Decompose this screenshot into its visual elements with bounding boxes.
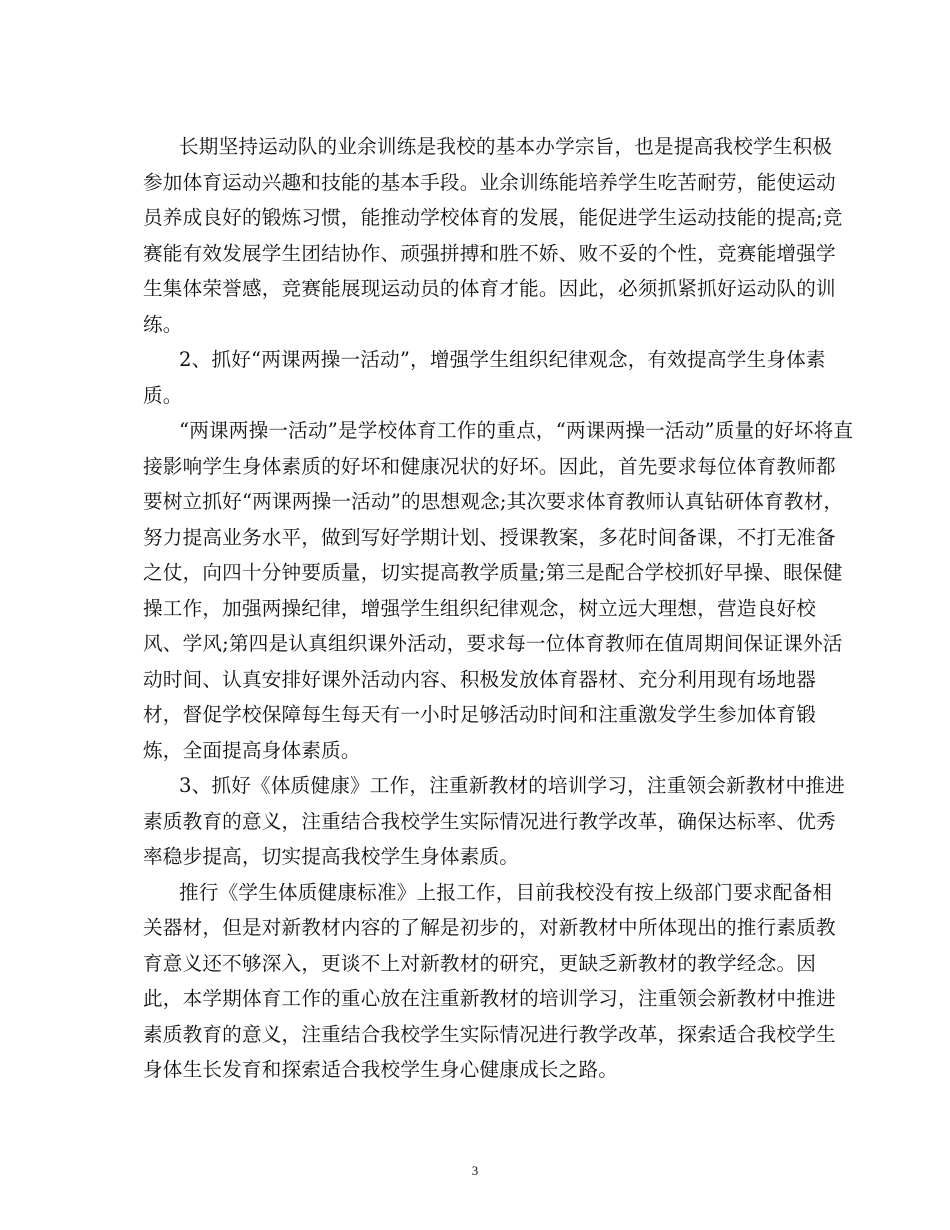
text-line: 2、抓好“两课两操一活动”，增强学生组织纪律观念，有效提高学生身体素: [179, 348, 826, 371]
text-line: 育意义还不够深入，更谈不上对新教材的研究，更缺乏新教材的教学经念。因: [143, 951, 816, 975]
text-line: 长期坚持运动队的业余训练是我校的基本办学宗旨，也是提高我校学生积极: [179, 135, 833, 158]
body-text: [143, 129, 854, 1088]
text-line: 生集体荣誉感，竞赛能展现运动员的体育才能。因此，必须抓紧抓好运动队的训: [143, 277, 836, 300]
text-line: 参加体育运动兴趣和技能的基本手段。业余训练能培养学生吃苦耐劳，能使运动: [143, 170, 836, 194]
text-line: 质。: [143, 383, 183, 407]
text-line: 炼，全面提高身体素质。: [143, 738, 361, 762]
text-line: “两课两操一活动”是学校体育工作的重点，“两课两操一活动”质量的好坏将直: [179, 419, 854, 442]
text-line: 努力提高业务水平，做到写好学期计划、授课教案，多花时间备课，不打无准备: [143, 525, 836, 549]
page-number: 3: [471, 1163, 479, 1178]
text-line: 素质教育的意义，注重结合我校学生实际情况进行教学改革，确保达标率、优秀: [143, 809, 836, 833]
text-line: 3、抓好《体质健康》工作，注重新教材的培训学习，注重领会新教材中推进: [179, 774, 845, 797]
text-line: 接影响学生身体素质的好坏和健康况状的好坏。因此，首先要求每位体育教师都: [143, 454, 836, 478]
text-line: 材，督促学校保障每生每天有一小时足够活动时间和注重激发学生参加体育锻: [143, 703, 816, 726]
text-line: 赛能有效发展学生团结协作、顽强拼搏和胜不娇、败不妥的个性，竞赛能增强学: [143, 241, 836, 265]
text-line: 此，本学期体育工作的重心放在注重新教材的培训学习，注重领会新教材中推进: [143, 987, 836, 1010]
text-line: 身体生长发育和探索适合我校学生身心健康成长之路。: [143, 1058, 619, 1081]
text-line: 操工作，加强两操纪律，增强学生组织纪律观念，树立远大理想，营造良好校: [143, 596, 816, 620]
text-line: 员养成良好的锻炼习惯，能推动学校体育的发展，能促进学生运动技能的提高;竞: [143, 206, 843, 229]
text-line: 素质教育的意义，注重结合我校学生实际情况进行教学改革，探索适合我校学生: [143, 1022, 836, 1046]
text-line: 练。: [143, 312, 183, 336]
text-line: 要树立抓好“两课两操一活动”的思想观念;其次要求体育教师认真钻研体育教材，: [143, 490, 844, 513]
text-line: 关器材，但是对新教材内容的了解是初步的，对新教材中所体现出的推行素质教: [143, 916, 836, 939]
text-line: 推行《学生体质健康标准》上报工作，目前我校没有按上级部门要求配备相: [179, 880, 833, 904]
text-line: 动时间、认真安排好课外活动内容、积极发放体育器材、充分利用现有场地器: [143, 667, 816, 691]
text-line: 之仗，向四十分钟要质量，切实提高教学质量;第三是配合学校抓好早操、眼保健: [143, 561, 843, 584]
text-line: 风、学风;第四是认真组织课外活动，要求每一位体育教师在值周期间保证课外活: [143, 632, 843, 655]
text-line: 率稳步提高，切实提高我校学生身体素质。: [143, 845, 520, 868]
